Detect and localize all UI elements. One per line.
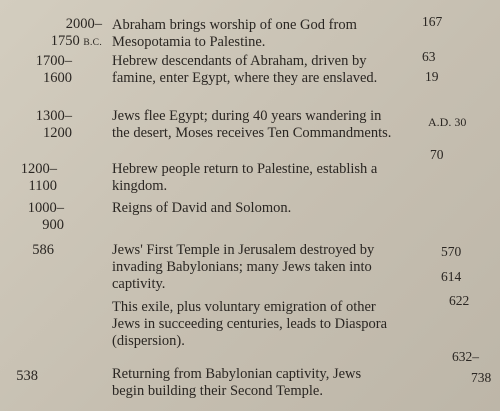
entry-text: Jews' First Temple in Jerusalem destroyed by invading Babylonians; many Jews taken into captivity. [112,242,375,292]
date-end: 1600 [43,70,72,86]
entry-text: Abraham brings worship of one God from Mesopotamia to Palestine. [112,17,357,50]
date-start: 1700– [35,53,72,69]
side-date: 570 [441,244,462,259]
entry-date [28,200,64,234]
side-date: 63 [422,49,436,64]
entry-date [36,53,72,87]
date-end: 1750 B.C. [50,33,102,49]
entry-date [21,161,57,195]
date-start: 1200– [20,161,57,177]
entry-text: Returning from Babylonian captivity, Jews begin building their Second Temple. [112,366,362,399]
date-end: 1100 [28,178,57,194]
entry-text: Hebrew descendants of Abraham, driven by famine, enter Egypt, where they are enslaved. [112,53,378,86]
entry-text: Reigns of David and Solomon. [112,200,292,216]
entry-date [36,108,72,142]
side-date: 622 [449,293,470,308]
date-end: 900 [42,217,64,233]
entry-date [32,242,54,259]
date-end: 1200 [43,125,72,141]
date-start: 586 [32,242,54,258]
date-start: 538 [16,368,38,384]
side-date: 632– [452,349,479,364]
side-date: 19 [425,69,439,84]
entry-text: This exile, plus voluntary emigration of other Jews in succeeding centuries, leads to Diaspora (dispersion). [112,299,388,349]
entry-date [51,16,102,52]
side-date: 614 [441,269,462,284]
date-start: 1000– [27,200,64,216]
era-label: B.C. [83,38,102,48]
side-date: 738 [471,370,492,385]
entry-text: Hebrew people return to Palestine, establish a kingdom. [112,161,378,194]
side-date: 167 [422,14,443,29]
date-start: 2000– [65,16,102,32]
side-date: A.D. 30 [428,115,467,129]
entry-date [16,368,38,385]
date-start: 1300– [35,108,72,124]
side-date: 70 [430,147,444,162]
entry-text: Jews flee Egypt; during 40 years wandering in the desert, Moses receives Ten Commandments. [112,108,392,141]
